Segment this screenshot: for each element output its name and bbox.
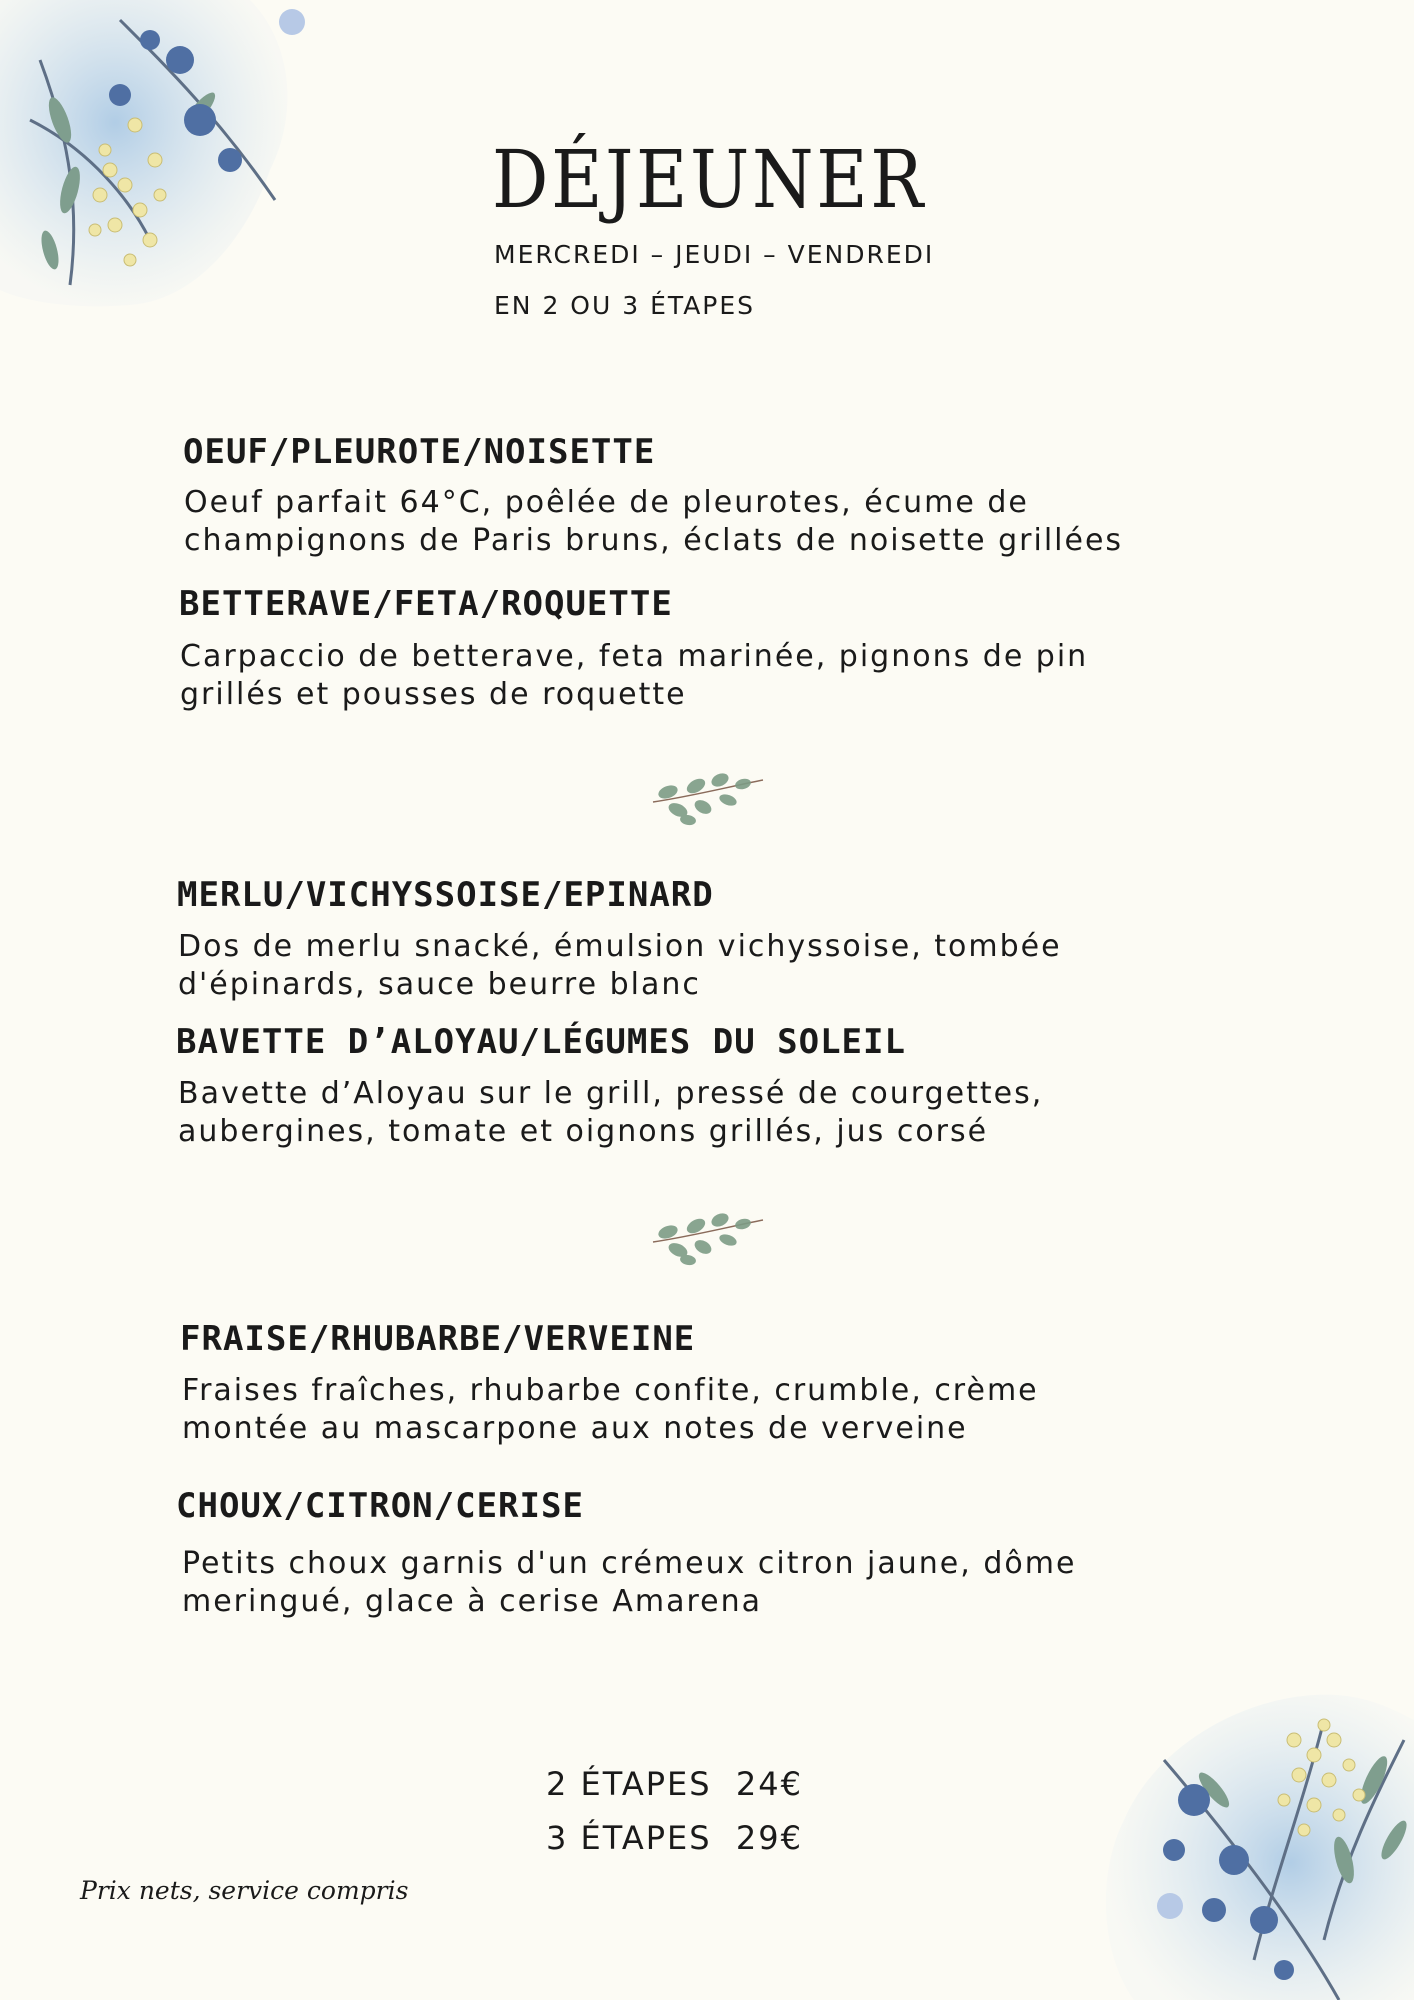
- eucalyptus-sprig-divider-icon: [648, 762, 768, 832]
- eucalyptus-sprig-divider-icon: [648, 1202, 768, 1272]
- dish-desc-main-1: Dos de merlu snacké, émulsion vichyssoise, tombée d'épinards, sauce beurre blanc: [178, 929, 1062, 1002]
- price-row-2-steps: [546, 1765, 803, 1803]
- dish-desc-dessert-1: Fraises fraîches, rhubarbe confite, crumble, crème montée au mascarpone aux notes de verveine: [182, 1373, 1039, 1446]
- dish-title-starter-2: BETTERAVE/FETA/ROQUETTE: [179, 584, 673, 624]
- page-title: DÉJEUNER: [492, 133, 926, 226]
- price-value: 29€: [735, 1819, 803, 1857]
- service-days: MERCREDI – JEUDI – VENDREDI: [494, 240, 935, 269]
- price-note: Prix nets, service compris: [80, 1876, 409, 1905]
- dish-title-main-2: BAVETTE D’ALOYAU/LÉGUMES DU SOLEIL: [176, 1022, 906, 1062]
- price-label: 2 ÉTAPES: [546, 1765, 712, 1803]
- dish-desc-starter-2: Carpaccio de betterave, feta marinée, pignons de pin grillés et pousses de roquette: [180, 639, 1089, 712]
- floral-corner-bottom-right-icon: [1074, 1680, 1414, 2000]
- course-steps: EN 2 OU 3 ÉTAPES: [494, 291, 756, 320]
- price-row-3-steps: [546, 1819, 803, 1857]
- dish-desc-main-2: Bavette d’Aloyau sur le grill, pressé de courgettes, aubergines, tomate et oignons grillés, jus corsé: [178, 1076, 1044, 1149]
- dish-desc-starter-1: Oeuf parfait 64°C, poêlée de pleurotes, écume de champignons de Paris bruns, éclats de noisette grillées: [184, 485, 1124, 558]
- dish-title-starter-1: OEUF/PLEUROTE/NOISETTE: [183, 432, 656, 472]
- dish-title-dessert-2: CHOUX/CITRON/CERISE: [176, 1486, 584, 1526]
- dish-title-main-1: MERLU/VICHYSSOISE/EPINARD: [177, 875, 714, 915]
- dish-desc-dessert-2: Petits choux garnis d'un crémeux citron jaune, dôme meringué, glace à cerise Amarena: [182, 1546, 1077, 1619]
- dish-title-dessert-1: FRAISE/RHUBARBE/VERVEINE: [180, 1319, 696, 1359]
- floral-corner-top-left-icon: [0, 0, 320, 320]
- price-label: 3 ÉTAPES: [546, 1819, 712, 1857]
- price-value: 24€: [735, 1765, 803, 1803]
